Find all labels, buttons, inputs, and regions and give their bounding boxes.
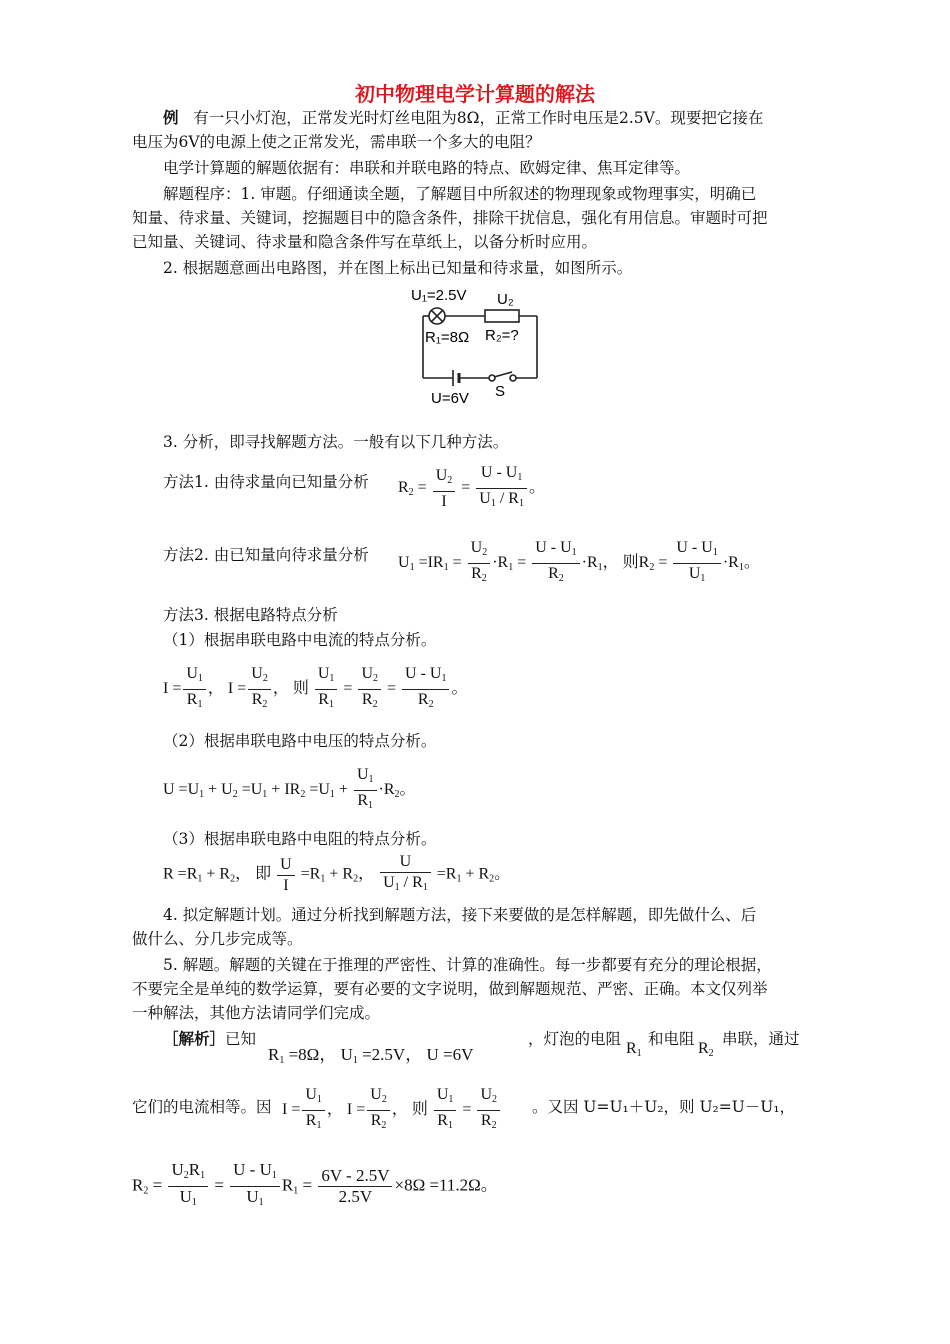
- solution-ratio-formula: I = $\frac{U_1}{R_1}$ ， I = $\frac{U_2}{R_2}$ ， 则 $\frac{U_1}{R_1}$ = $\frac{U_2}{R_2}$: [282, 1085, 502, 1136]
- solution-r1: $R_1$: [626, 1040, 642, 1059]
- solution-text-3: 串联，通过: [722, 1030, 800, 1048]
- step1-line-3: 已知量、关键词、待求量和隐含条件写在草纸上，以备分析时应用。: [132, 233, 598, 251]
- solution-text-2: 和电阻: [648, 1030, 695, 1048]
- basis-paragraph: 电学计算题的解题依据有：串联和并联电路的特点、欧姆定律、焦耳定律等。: [163, 159, 691, 177]
- example-line-1: [163, 106, 763, 130]
- method1-label: 方法1. 由待求量向已知量分析: [163, 473, 369, 491]
- step5-line-2: 不要完全是单纯的数学运算，要有必要的文字说明，做到解题规范、严密、正确。本文仅列举: [132, 980, 768, 998]
- example-text-1: 有一只小灯泡，正常发光时灯丝电阻为8Ω，正常工作时电压是2.5V。现要把它接在: [193, 109, 764, 127]
- label-switch: S: [495, 383, 506, 400]
- label-r1: R₁=8Ω: [425, 329, 470, 346]
- solution-label: ［解析］: [163, 1029, 226, 1048]
- sub1-formula: I = $\frac{U_1}{R_1}$ ， I = $\frac{U_2}{R_2}$ ， 则 $\frac{U_1}{R_1}$ = $\frac{U_2}{R_2}$ = $\frac{U - U_1}{R_2}$ 。: [163, 665, 468, 710]
- example-line-2: 电压为6V的电源上使之正常发光，需串联一个多大的电阻？: [132, 133, 541, 151]
- sub2-formula: $U =U_1 + U_2 =U_1 + IR_2 =U_1$ + $\frac{U_1}{R_1}$ $\cdot R_2$。: [163, 766, 416, 811]
- solution-line-2: 它们的电流相等。因: [132, 1098, 272, 1116]
- method2-label: 方法2. 由已知量向待求量分析: [163, 546, 369, 564]
- step2-paragraph: 2. 根据题意画出电路图，并在图上标出已知量和待求量，如图所示。: [163, 259, 633, 277]
- label-u1: U₁=2.5V: [411, 287, 467, 304]
- step1-line-2: 知量、待求量、关键词，挖掘题目中的隐含条件，排除干扰信息，强化有用信息。审题时可把: [132, 209, 768, 227]
- sub2-label: （2）根据串联电路中电压的特点分析。: [163, 732, 437, 750]
- label-u2: U₂: [497, 291, 514, 308]
- label-r2: R₂=?: [485, 327, 519, 344]
- label-u: U=6V: [431, 390, 469, 407]
- solution-text-1: ，灯泡的电阻: [528, 1030, 622, 1048]
- method3-label: 方法3. 根据电路特点分析: [163, 606, 338, 624]
- circuit-diagram: [405, 282, 555, 408]
- solution-known-values: $R_1 =8\Omega$， $U_1 =2.5V$， U =6V: [268, 1045, 474, 1066]
- method1-formula: $R_2$ = $\frac{U_2}{I}$ = $\frac{U - U_1}{U_1 / R_1}$ 。: [398, 464, 545, 510]
- step5-line-1: 5. 解题。解题的关键在于推理的严密性、计算的准确性。每一步都要有充分的理论根据，: [163, 956, 772, 974]
- page-title: 初中物理电学计算题的解法: [355, 82, 595, 106]
- step4-line-2: 做什么、分几步完成等。: [132, 930, 303, 948]
- step1-line-1: 解题程序：1. 审题。仔细通读全题，了解题目中所叙述的物理现象或物理事实，明确已: [163, 185, 757, 203]
- solution-line-2-end: 。又因 U=U₁＋U₂，则 U₂=U－U₁，: [532, 1098, 796, 1116]
- sub3-formula: $R =R_1 + R_2$， 即 $\frac{U}{I}$ $=R_1 + R_2$， $\frac{U}{U_1 / R_1}$ $=R_1 + R_2$。: [163, 853, 511, 894]
- example-label: 例: [163, 108, 179, 127]
- solution-final-formula: $R_2$ = $\frac{U_2R_1}{U_1}$ = $\frac{U - U_1}{U_1}$ $R_1$ = $\frac{6V - 2.5V}{2.5V}$ ×8Ω =11.2Ω。: [132, 1160, 498, 1208]
- step3-paragraph: 3. 分析，即寻找解题方法。一般有以下几种方法。: [163, 433, 509, 451]
- sub3-label: （3）根据串联电路中电阻的特点分析。: [163, 830, 437, 848]
- solution-known: 已知: [225, 1030, 257, 1048]
- step5-line-3: 一种解法，其他方法请同学们完成。: [132, 1004, 381, 1022]
- step4-line-1: 4. 拟定解题计划。通过分析找到解题方法，接下来要做的是怎样解题，即先做什么、后: [163, 906, 757, 924]
- method2-formula: $U_1 =IR_1$ = $\frac{U_2}{R_2}$ $\cdot R_1$ = $\frac{U - U_1}{R_2}$ $\cdot R_1$， 则$R_2$ = $\frac{U - U_1}{U_1}$ $\cdot R_1$。: [398, 539, 760, 584]
- sub1-label: （1）根据串联电路中电流的特点分析。: [163, 631, 437, 649]
- solution-r2: $R_2$: [698, 1040, 714, 1059]
- solution-line-1: [163, 1027, 256, 1051]
